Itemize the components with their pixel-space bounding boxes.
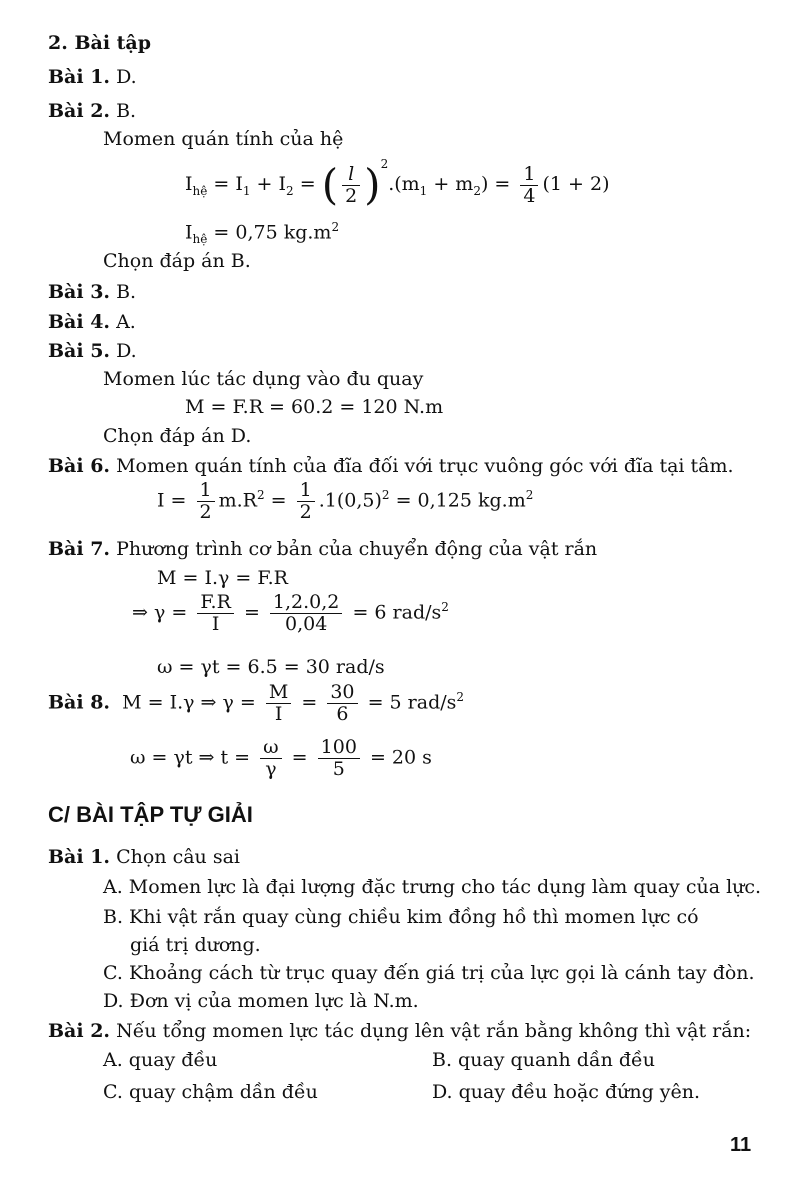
eq-exponent: 2 — [525, 488, 534, 503]
answer-7 — [48, 538, 597, 561]
answer-5-label: Bài 5. — [48, 340, 111, 362]
fraction — [520, 164, 538, 207]
answer-5-choice: Chọn đáp án D. — [103, 425, 252, 447]
answer-5 — [48, 340, 137, 363]
eq-text: .(m — [388, 173, 420, 195]
exercise-2 — [48, 1020, 751, 1043]
fraction-numerator: M — [266, 682, 291, 704]
fraction — [270, 592, 342, 635]
answer-7-text: Phương trình cơ bản của chuyển động của vật rắn — [110, 538, 598, 560]
eq-exponent: 2 — [256, 488, 265, 503]
eq-text: + I — [250, 173, 287, 195]
fraction-numerator: l — [342, 164, 360, 186]
eq-text: .1(0,5) — [318, 489, 382, 512]
fraction — [266, 682, 291, 725]
eq-exponent: 2 — [381, 488, 390, 503]
section-title: C/ BÀI TẬP TỰ GIẢI — [48, 802, 253, 827]
eq-text: = I — [207, 173, 243, 195]
eq-sub: 2 — [473, 183, 481, 198]
eq-text: I — [185, 221, 193, 244]
answer-7-equation-1: M = I.γ = F.R — [157, 567, 288, 589]
eq-text: (1 + 2) — [542, 173, 610, 195]
fraction — [318, 737, 360, 780]
eq-text: ⇒ γ = — [132, 601, 188, 624]
answer-6-text: Momen quán tính của đĩa đối với trục vuông góc với đĩa tại tâm. — [110, 455, 734, 477]
fraction — [297, 480, 315, 523]
fraction-numerator: 100 — [318, 737, 360, 759]
fraction-denominator: 5 — [332, 757, 345, 780]
exercise-1 — [48, 846, 240, 869]
eq-exponent: 2 — [456, 690, 465, 705]
answer-8-equation-2 — [130, 737, 432, 780]
answer-6-equation — [157, 480, 533, 523]
fraction-numerator: 1 — [520, 164, 538, 186]
page-number: 11 — [730, 1134, 752, 1156]
answer-5-intro: Momen lúc tác dụng vào đu quay — [103, 368, 424, 390]
fraction-numerator: 1 — [197, 480, 215, 502]
eq-text: ω = γt ⇒ t = — [130, 746, 251, 769]
answer-2 — [48, 100, 136, 123]
fraction-denominator: 4 — [523, 184, 536, 207]
answer-1 — [48, 66, 137, 89]
fraction-denominator: 2 — [299, 500, 312, 523]
eq-text: = 0,125 kg.m — [389, 489, 526, 512]
eq-sub: 1 — [419, 183, 428, 198]
answer-3 — [48, 281, 136, 304]
eq-text: + m — [427, 173, 474, 195]
exercise-1-option-b-cont: giá trị dương. — [130, 934, 261, 956]
answer-6 — [48, 455, 734, 478]
answer-1-value: D. — [110, 66, 137, 88]
answer-1-label: Bài 1. — [48, 66, 111, 88]
answer-7-equation-2 — [132, 592, 449, 635]
eq-exponent: 2 — [380, 157, 389, 171]
fraction-denominator: 2 — [345, 184, 358, 207]
exercise-1-option-c: C. Khoảng cách từ trục quay đến giá trị của lực gọi là cánh tay đòn. — [103, 962, 755, 984]
fraction — [197, 480, 215, 523]
eq-text: = 20 s — [369, 746, 432, 769]
exercise-1-option-b: B. Khi vật rắn quay cùng chiều kim đồng hồ thì momen lực có — [103, 906, 699, 928]
answer-3-value: B. — [110, 281, 137, 303]
answer-2-label: Bài 2. — [48, 100, 111, 122]
answer-5-value: D. — [110, 340, 137, 362]
eq-text: = — [301, 691, 318, 714]
answer-2-equation-2 — [185, 220, 339, 247]
heading: 2. Bài tập — [48, 32, 152, 54]
eq-text: I = — [157, 489, 187, 512]
answer-7-label: Bài 7. — [48, 538, 111, 560]
eq-sub: 2 — [286, 183, 294, 198]
answer-8-equation-1 — [48, 682, 464, 725]
answer-6-label: Bài 6. — [48, 455, 111, 477]
fraction-numerator: 1,2.0,2 — [270, 592, 342, 614]
fraction-numerator: ω — [260, 737, 282, 759]
answer-5-equation: M = F.R = 60.2 = 120 N.m — [185, 396, 444, 418]
eq-sub: hệ — [192, 183, 208, 198]
exercise-2-text: Nếu tổng momen lực tác dụng lên vật rắn bằng không thì vật rắn: — [110, 1020, 752, 1042]
answer-7-equation-3: ω = γt = 6.5 = 30 rad/s — [157, 656, 385, 678]
exercise-1-option-d: D. Đơn vị của momen lực là N.m. — [103, 990, 419, 1012]
eq-text: I — [185, 173, 193, 195]
exercise-1-option-a: A. Momen lực là đại lượng đặc trưng cho tác dụng làm quay của lực. — [103, 876, 762, 898]
eq-text: = — [291, 746, 308, 769]
fraction-denominator: 0,04 — [285, 612, 328, 635]
eq-sub: hệ — [192, 232, 208, 247]
fraction — [197, 592, 234, 635]
answer-2-intro: Momen quán tính của hệ — [103, 128, 344, 150]
exercise-2-option-c: C. quay chậm dần đều — [103, 1081, 318, 1103]
fraction-numerator: 1 — [297, 480, 315, 502]
fraction-numerator: 30 — [327, 682, 357, 704]
exercise-1-text: Chọn câu sai — [110, 846, 240, 868]
fraction — [327, 682, 357, 725]
fraction-denominator: I — [274, 702, 283, 725]
eq-text: = — [243, 601, 260, 624]
fraction-denominator: I — [211, 612, 220, 635]
eq-text: m.R — [218, 489, 257, 512]
eq-exponent: 2 — [441, 600, 449, 615]
answer-2-equation-1 — [185, 157, 610, 209]
exercise-1-label: Bài 1. — [48, 846, 111, 868]
exercise-2-option-b: B. quay quanh dần đều — [432, 1049, 655, 1071]
eq-text: = 5 rad/s — [367, 691, 457, 714]
eq-text: = — [264, 489, 287, 512]
fraction-denominator: 6 — [336, 702, 349, 725]
fraction-denominator: γ — [265, 757, 277, 780]
exercise-2-option-d: D. quay đều hoặc đứng yên. — [432, 1081, 701, 1103]
exercise-2-label: Bài 2. — [48, 1020, 111, 1042]
eq-text: = 6 rad/s — [352, 601, 442, 624]
eq-exponent: 2 — [331, 220, 340, 234]
answer-2-value: B. — [110, 100, 137, 122]
fraction — [260, 737, 282, 780]
answer-8-label: Bài 8. — [48, 691, 111, 714]
right-paren: ) — [364, 160, 381, 209]
left-paren: ( — [321, 160, 339, 209]
fraction-numerator: F.R — [197, 592, 234, 614]
answer-4-value: A. — [110, 311, 136, 333]
exercise-2-option-a: A. quay đều — [103, 1049, 218, 1071]
fraction — [342, 164, 360, 207]
eq-text: = 0,75 kg.m — [207, 221, 332, 244]
answer-4-label: Bài 4. — [48, 311, 111, 333]
answer-2-choice: Chọn đáp án B. — [103, 250, 251, 272]
answer-3-label: Bài 3. — [48, 281, 111, 303]
fraction-denominator: 2 — [199, 500, 212, 523]
eq-sub: 1 — [242, 183, 251, 198]
eq-text: ) = — [480, 173, 511, 195]
eq-text: M = I.γ ⇒ γ = — [122, 691, 256, 714]
answer-4 — [48, 311, 136, 334]
eq-text: = — [293, 173, 316, 195]
